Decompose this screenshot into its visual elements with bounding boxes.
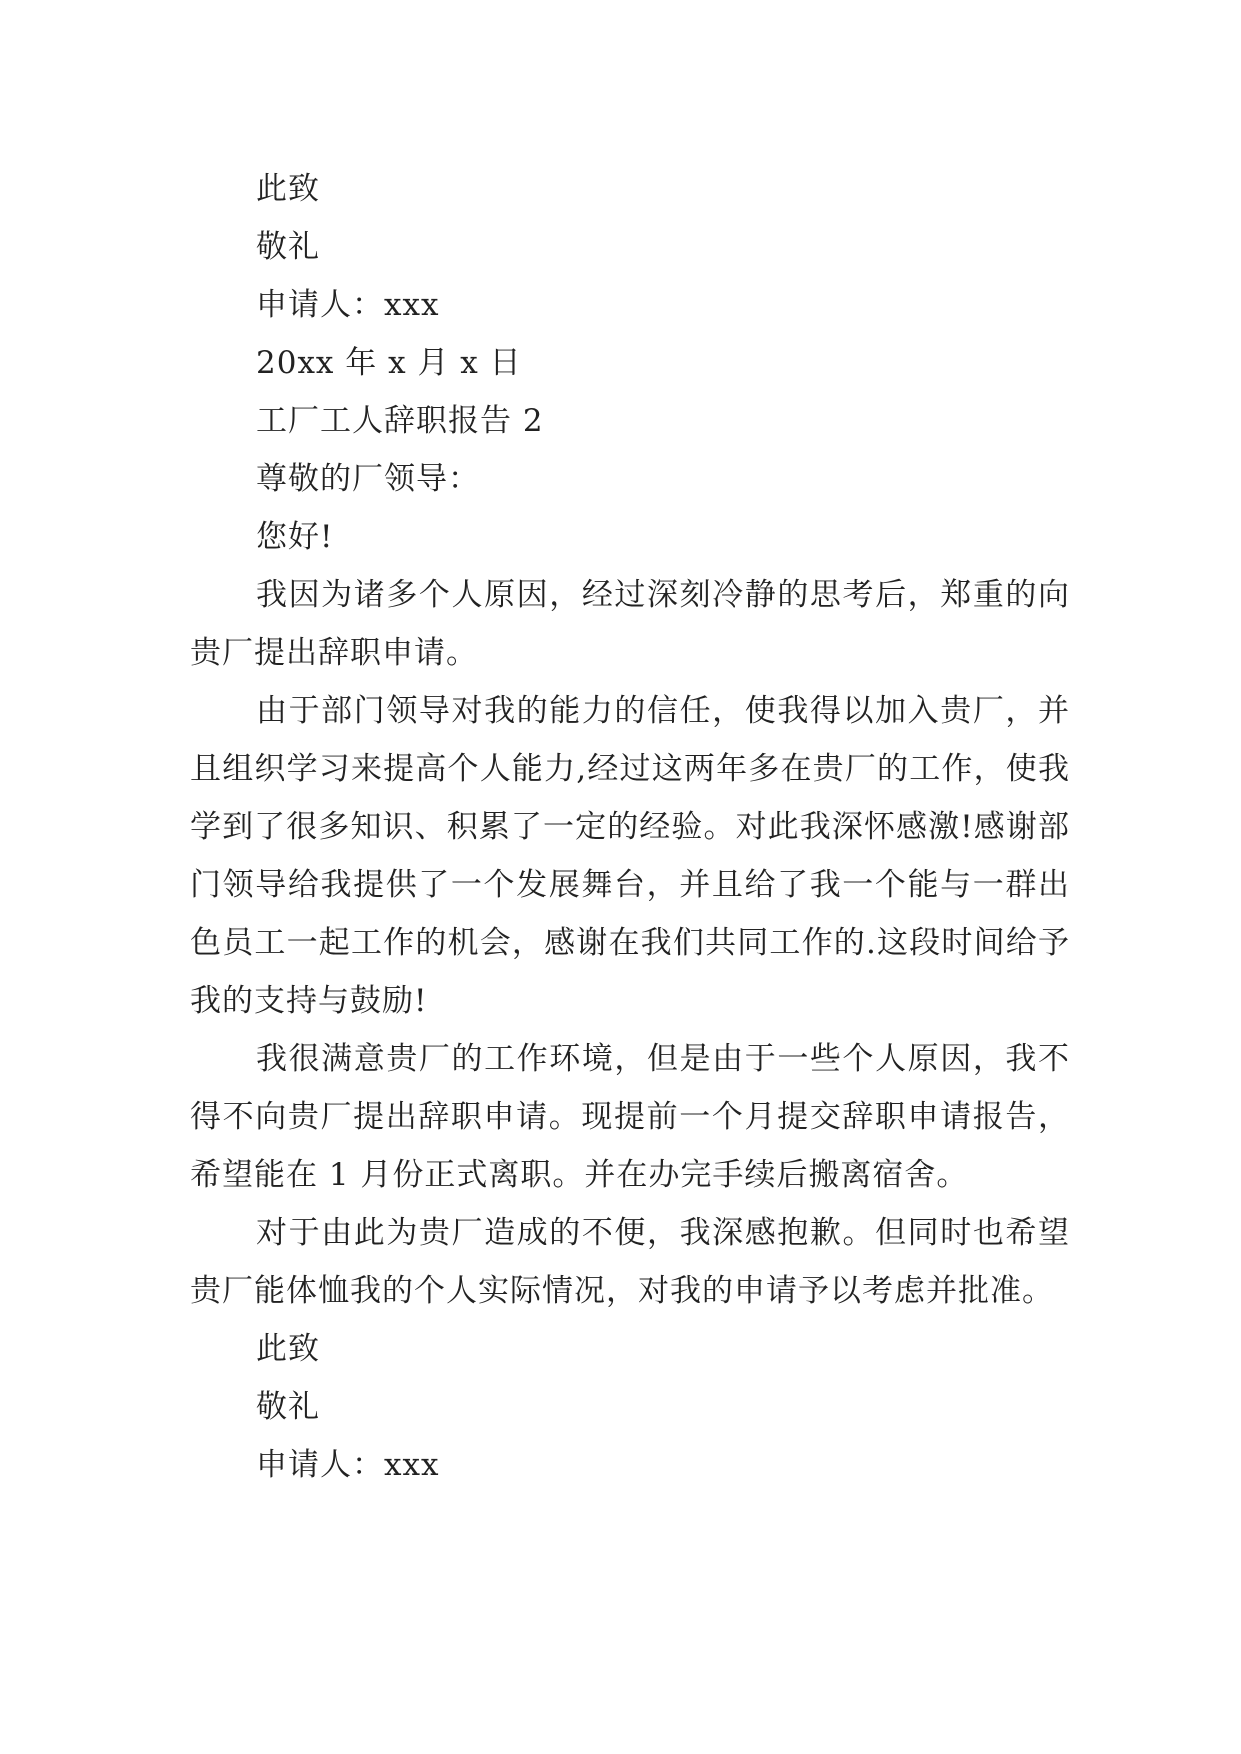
body-paragraph-4: 对于由此为贵厂造成的不便，我深感抱歉。但同时也希望贵厂能体恤我的个人实际情况，对我的申请予以考虑并批准。 [190,1215,1070,1309]
applicant-line: 申请人：xxx [256,287,440,323]
hello-line: 您好! [256,519,334,555]
closing-salute-2: 敬礼 [256,229,320,265]
closing-salute-2-second: 敬礼 [256,1389,320,1425]
document-body [190,160,1070,1494]
body-paragraph-2: 由于部门领导对我的能力的信任，使我得以加入贵厂，并且组织学习来提高个人能力,经过这两年多在贵厂的工作，使我学到了很多知识、积累了一定的经验。对此我深怀感激!感谢部门领导给我提供了一个发展舞台，并且给了我一个能与一群出色员工一起工作的机会，感谢在我们共同工作的.这段时间给予我的支持与鼓励! [190,693,1070,1019]
date-line: 20xx 年 x 月 x 日 [256,345,522,381]
body-paragraph-1: 我因为诸多个人原因，经过深刻冷静的思考后，郑重的向贵厂提出辞职申请。 [190,577,1070,671]
applicant-line-second: 申请人：xxx [256,1447,440,1483]
closing-salute-1: 此致 [256,171,320,207]
greeting-line: 尊敬的厂领导： [256,461,480,497]
report-title: 工厂工人辞职报告 2 [256,403,544,439]
closing-salute-1-second: 此致 [256,1331,320,1367]
body-paragraph-3: 我很满意贵厂的工作环境，但是由于一些个人原因，我不得不向贵厂提出辞职申请。现提前一个月提交辞职申请报告，希望能在 1 月份正式离职。并在办完手续后搬离宿舍。 [190,1041,1070,1193]
